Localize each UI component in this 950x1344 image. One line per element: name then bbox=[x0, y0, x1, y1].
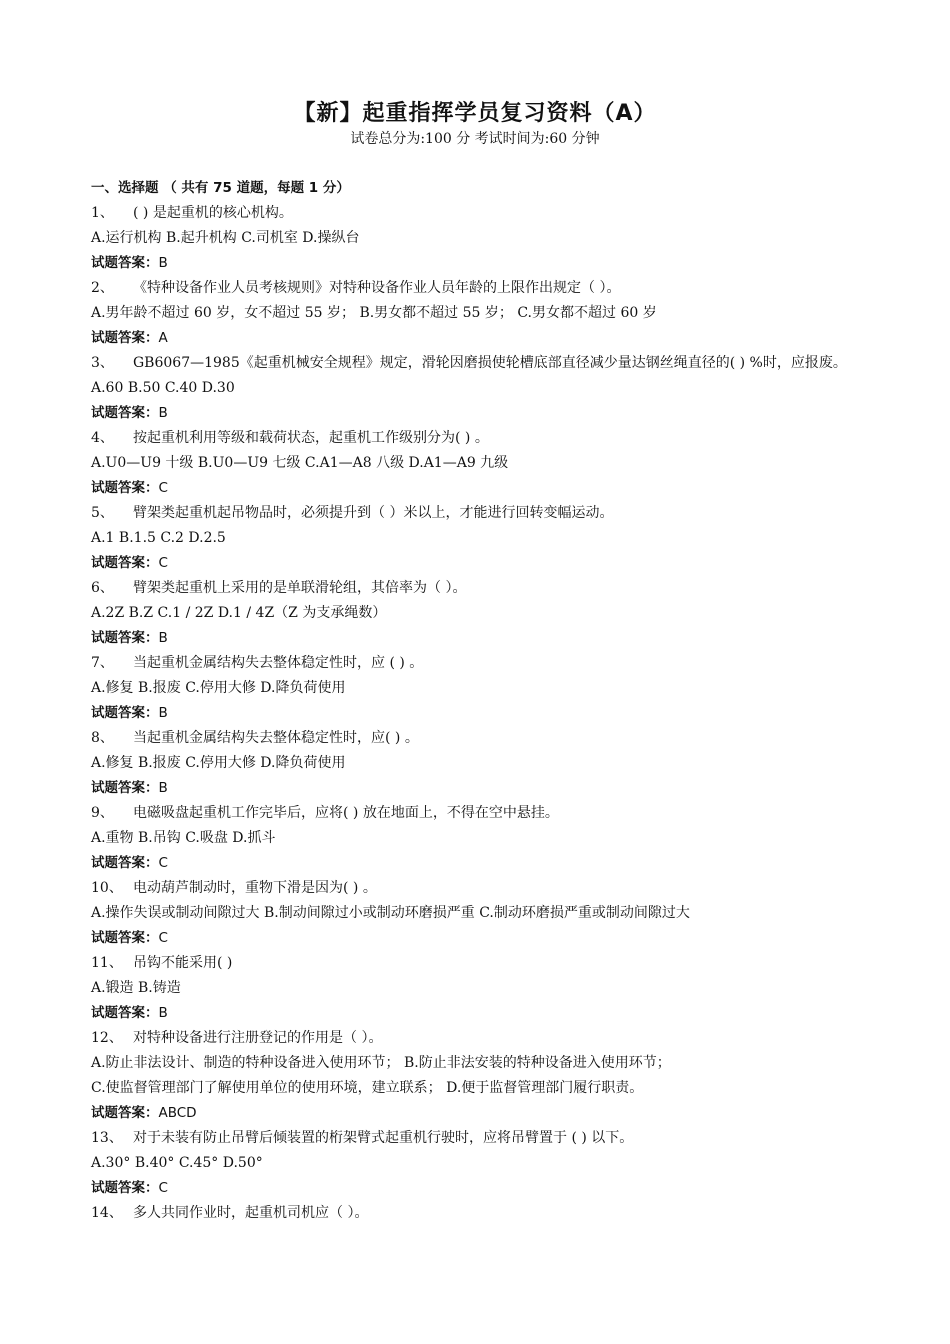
answer-line bbox=[91, 326, 891, 351]
answer-line bbox=[91, 926, 891, 951]
question-stem: 臂架类起重机起吊物品时，必须提升到（ ）米以上，才能进行回转变幅运动。 bbox=[133, 505, 614, 521]
question-text bbox=[91, 276, 891, 301]
answer-line bbox=[91, 1101, 891, 1126]
question-stem: ( ) 是起重机的核心机构。 bbox=[133, 205, 293, 221]
question-text bbox=[91, 951, 891, 976]
answer-value: B bbox=[158, 405, 168, 421]
question-number: 3、 bbox=[91, 355, 114, 371]
question-options: C.使监督管理部门了解使用单位的使用环境，建立联系； D.便于监督管理部门履行职责。 bbox=[91, 1080, 644, 1096]
answer-label: 试题答案： bbox=[91, 330, 159, 346]
question-number: 1、 bbox=[91, 205, 114, 221]
question-options: A.操作失误或制动间隙过大 B.制动间隙过小或制动环磨损严重 C.制动环磨损严重或制动间隙过大 bbox=[91, 905, 690, 921]
answer-label: 试题答案： bbox=[91, 630, 159, 646]
question-stem: GB6067—1985《起重机械安全规程》规定，滑轮因磨损使轮槽底部直径减少量达钢丝绳直径的( ) %时，应报废。 bbox=[133, 355, 847, 371]
question-number: 4、 bbox=[91, 430, 114, 446]
question-stem: 《特种设备作业人员考核规则》对特种设备作业人员年龄的上限作出规定（ ）。 bbox=[133, 280, 621, 296]
question-options: A.60 B.50 C.40 D.30 bbox=[91, 380, 235, 396]
question-text bbox=[91, 1026, 891, 1051]
question-options: A.锻造 B.铸造 bbox=[91, 980, 181, 996]
answer-line bbox=[91, 701, 891, 726]
question-options: A.30° B.40° C.45° D.50° bbox=[91, 1155, 263, 1171]
question-text bbox=[91, 351, 891, 376]
answer-label: 试题答案： bbox=[91, 705, 159, 721]
answer-label: 试题答案： bbox=[91, 855, 159, 871]
question-number: 11、 bbox=[91, 955, 123, 971]
answer-line bbox=[91, 776, 891, 801]
question-number: 5、 bbox=[91, 505, 114, 521]
question-stem: 多人共同作业时，起重机司机应（ ）。 bbox=[133, 1205, 369, 1221]
question-stem: 按起重机利用等级和载荷状态，起重机工作级别分为( ) 。 bbox=[133, 430, 489, 446]
answer-label: 试题答案： bbox=[91, 480, 159, 496]
question-number: 2、 bbox=[91, 280, 114, 296]
answer-line bbox=[91, 626, 891, 651]
question-number: 8、 bbox=[91, 730, 114, 746]
question-text bbox=[91, 801, 891, 826]
answer-line bbox=[91, 401, 891, 426]
answer-label: 试题答案： bbox=[91, 555, 159, 571]
answer-label: 试题答案： bbox=[91, 1105, 159, 1121]
answer-value: C bbox=[158, 480, 168, 496]
answer-line bbox=[91, 851, 891, 876]
answer-line bbox=[91, 1001, 891, 1026]
question-number: 7、 bbox=[91, 655, 114, 671]
answer-label: 试题答案： bbox=[91, 255, 159, 271]
answer-value: B bbox=[158, 780, 168, 796]
answer-value: B bbox=[158, 705, 168, 721]
answer-label: 试题答案： bbox=[91, 405, 159, 421]
question-number: 6、 bbox=[91, 580, 114, 596]
answer-value: C bbox=[158, 555, 168, 571]
question-number: 9、 bbox=[91, 805, 114, 821]
answer-value: C bbox=[158, 930, 168, 946]
answer-label: 试题答案： bbox=[91, 1180, 159, 1196]
question-text bbox=[91, 501, 891, 526]
question-options: A.2Z B.Z C.1 / 2Z D.1 / 4Z（Z 为支承绳数） bbox=[91, 605, 387, 621]
question-list bbox=[91, 176, 891, 1226]
question-stem: 臂架类起重机上采用的是单联滑轮组，其倍率为（ ）。 bbox=[133, 580, 467, 596]
question-number: 10、 bbox=[91, 880, 123, 896]
answer-value: ABCD bbox=[158, 1105, 197, 1121]
answer-line bbox=[91, 551, 891, 576]
question-stem: 吊钩不能采用( ) bbox=[133, 955, 233, 971]
answer-value: A bbox=[158, 330, 168, 346]
answer-line bbox=[91, 251, 891, 276]
question-options: A.重物 B.吊钩 C.吸盘 D.抓斗 bbox=[91, 830, 276, 846]
question-options: A.防止非法设计、制造的特种设备进入使用环节； B.防止非法安装的特种设备进入使用环节； bbox=[91, 1055, 671, 1071]
question-options: A.修复 B.报废 C.停用大修 D.降负荷使用 bbox=[91, 755, 346, 771]
page-title: 【新】起重指挥学员复习资料（A） bbox=[293, 101, 657, 126]
answer-value: C bbox=[158, 1180, 168, 1196]
question-stem: 电动葫芦制动时，重物下滑是因为( ) 。 bbox=[133, 880, 377, 896]
question-options: A.修复 B.报废 C.停用大修 D.降负荷使用 bbox=[91, 680, 346, 696]
question-text bbox=[91, 726, 891, 751]
question-number: 14、 bbox=[91, 1205, 123, 1221]
question-stem: 当起重机金属结构失去整体稳定性时，应 ( ) 。 bbox=[133, 655, 424, 671]
question-text bbox=[91, 576, 891, 601]
question-number: 13、 bbox=[91, 1130, 123, 1146]
question-text bbox=[91, 651, 891, 676]
answer-value: B bbox=[158, 1005, 168, 1021]
answer-label: 试题答案： bbox=[91, 1005, 159, 1021]
question-options: A.1 B.1.5 C.2 D.2.5 bbox=[91, 530, 226, 546]
question-options: A.男年龄不超过 60 岁，女不超过 55 岁； B.男女都不超过 55 岁； C.男女都不超过 60 岁 bbox=[91, 305, 657, 321]
answer-value: B bbox=[158, 630, 168, 646]
question-text bbox=[91, 201, 891, 226]
section-heading: 一、选择题 （ 共有 75 道题，每题 1 分） bbox=[91, 180, 350, 196]
question-number: 12、 bbox=[91, 1030, 123, 1046]
answer-value: C bbox=[158, 855, 168, 871]
question-stem: 对于未装有防止吊臂后倾装置的桁架臂式起重机行驶时，应将吊臂置于 ( ) 以下。 bbox=[133, 1130, 634, 1146]
question-stem: 电磁吸盘起重机工作完毕后，应将( ) 放在地面上，不得在空中悬挂。 bbox=[133, 805, 559, 821]
answer-label: 试题答案： bbox=[91, 780, 159, 796]
answer-line bbox=[91, 476, 891, 501]
answer-value: B bbox=[158, 255, 168, 271]
question-text bbox=[91, 426, 891, 451]
question-stem: 当起重机金属结构失去整体稳定性时，应( ) 。 bbox=[133, 730, 419, 746]
exam-info: 试卷总分为:100 分 考试时间为:60 分钟 bbox=[350, 131, 600, 147]
question-stem: 对特种设备进行注册登记的作用是（ ）。 bbox=[133, 1030, 383, 1046]
question-options: A.运行机构 B.起升机构 C.司机室 D.操纵台 bbox=[91, 230, 360, 246]
answer-label: 试题答案： bbox=[91, 930, 159, 946]
answer-line bbox=[91, 1176, 891, 1201]
question-text bbox=[91, 1126, 891, 1151]
question-options: A.U0—U9 十级 B.U0—U9 七级 C.A1—A8 八级 D.A1—A9 九级 bbox=[91, 455, 509, 471]
question-text bbox=[91, 1201, 891, 1226]
question-text bbox=[91, 876, 891, 901]
